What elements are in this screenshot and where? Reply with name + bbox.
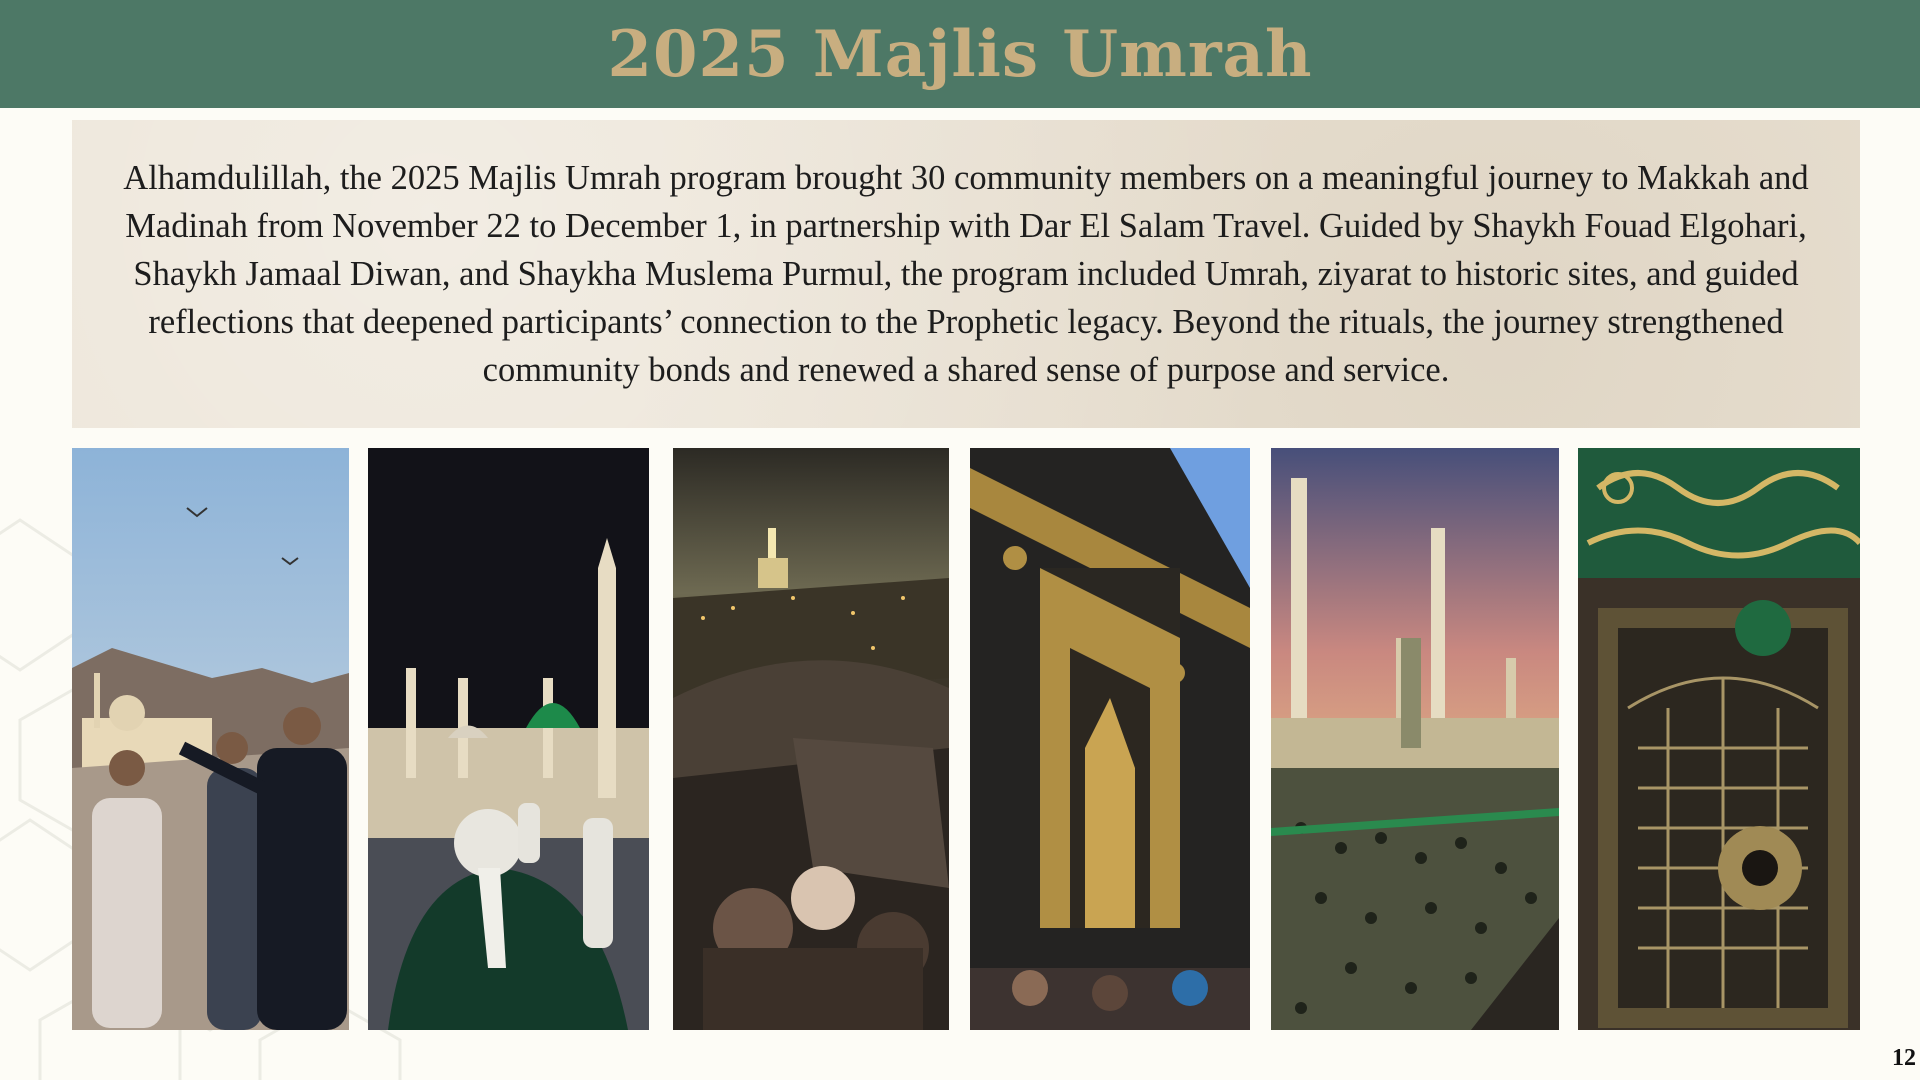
photo-prophets-mosque-night [368,448,649,1030]
intro-paragraph: Alhamdulillah, the 2025 Majlis Umrah program brought 30 community members on a meaningful journey to Makkah and Madinah from November 22 to December 1, in partnership with Dar El Salam Travel. Guided by Shaykh Fouad Elgohari, Shaykh Jamaal Diwan, and Shaykha Muslema Purmul, the program included Umrah, ziyarat to historic sites, and guided reflections that deepened participants’ connection to the Prophetic legacy. Beyond the rituals, the journey strengthened community bonds and renewed a shared sense of purpose and service. [123,159,1809,389]
intro-text-box [72,120,1860,428]
photo-makkah-city-lights [673,448,949,1030]
photo-group-with-guide [72,448,349,1030]
page-title: 2025 Majlis Umrah [607,16,1313,92]
photo-mosque-courtyard-sunset [1271,448,1559,1030]
photo-rawdah-grille [1578,448,1860,1030]
title-banner [0,0,1920,108]
page-number: 12 [1892,1045,1916,1071]
photo-kaaba-door [970,448,1250,1030]
